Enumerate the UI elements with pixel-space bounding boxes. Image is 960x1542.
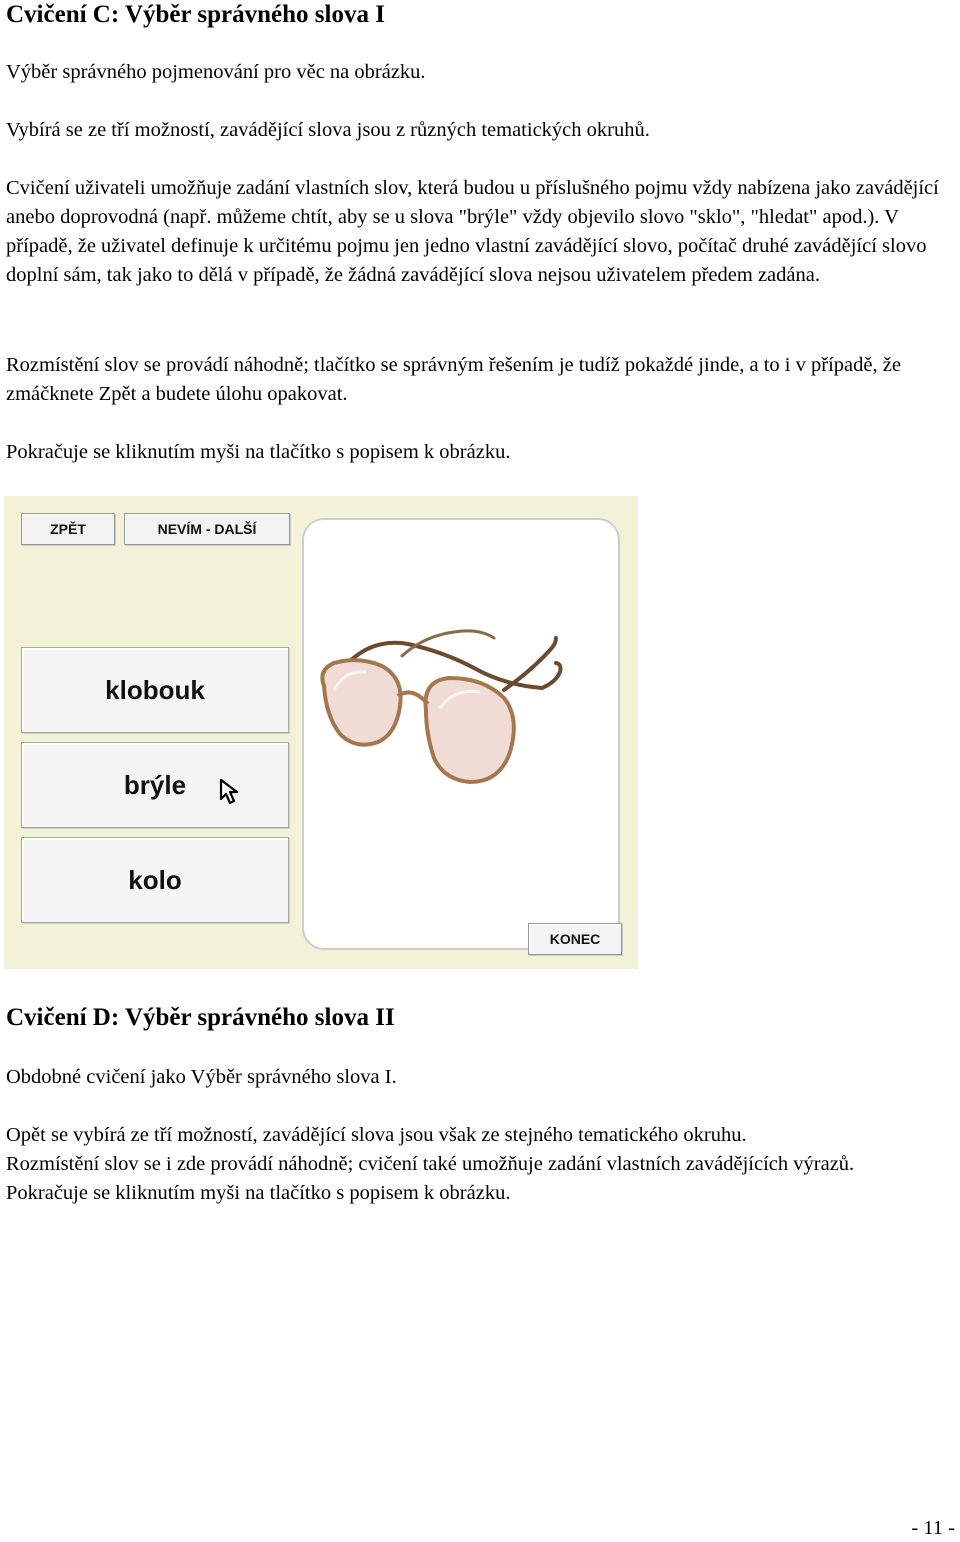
section-d-line-b: Rozmístění slov se i zde provádí náhodně; cvičení také umožňuje zadání vlastních zavádějících výrazů. <box>6 1153 855 1175</box>
option-button-3[interactable]: kolo <box>21 837 289 923</box>
option-label-2: brýle <box>123 769 187 800</box>
option-button-2[interactable] <box>21 742 289 828</box>
section-d-paragraph-1: Obdobné cvičení jako Výběr správného slova I. <box>6 1066 397 1088</box>
section-c-paragraph-3: Cvičení uživateli umožňuje zadání vlastních slov, která budou u příslušného pojmu vždy nabízena jako zavádějící anebo doprovodná (např. můžeme chtít, aby se u slova "brýle" vždy objevilo slovo "sklo", "hledat" apod.). V případě, že uživatel definuje k určitému pojmu jen jedno vlastní zavádějící slovo, počítač druhé zavádějící slovo doplní sám, tak jako to dělá v případě, že žádná zavádějící slova nejsou uživatelem předem zadána. <box>6 177 939 286</box>
end-button[interactable]: KONEC <box>528 923 622 955</box>
mouse-pointer-icon <box>218 778 244 806</box>
exercise-screenshot <box>4 496 638 969</box>
glasses-image <box>304 520 618 948</box>
section-c-paragraph-4: Rozmístění slov se provádí náhodně; tlačítko se správným řešením je tudíž pokaždé jinde, a to i v případě, že zmáčknete Zpět a budete úlohu opakovat. <box>6 354 901 405</box>
back-button[interactable]: ZPĚT <box>21 513 115 545</box>
option-button-1[interactable]: klobouk <box>21 647 289 733</box>
section-c-paragraph-1: Výběr správného pojmenování pro věc na obrázku. <box>6 61 426 83</box>
section-d-paragraph-2 <box>6 1121 956 1208</box>
dont-know-next-button[interactable]: NEVÍM - DALŠÍ <box>124 513 290 545</box>
picture-frame <box>302 518 620 950</box>
section-d-line-a: Opět se vybírá ze tří možností, zavádějící slova jsou však ze stejného tematického okruhu. <box>6 1124 747 1146</box>
section-c-paragraph-5: Pokračuje se kliknutím myši na tlačítko s popisem k obrázku. <box>6 441 511 463</box>
section-c-title: Cvičení C: Výběr správného slova I <box>6 1 385 28</box>
section-d-line-c: Pokračuje se kliknutím myši na tlačítko s popisem k obrázku. <box>6 1182 511 1204</box>
page-number: - 11 - <box>911 1517 955 1539</box>
section-d-title: Cvičení D: Výběr správného slova II <box>6 1004 395 1031</box>
section-c-paragraph-2: Vybírá se ze tří možností, zavádějící slova jsou z různých tematických okruhů. <box>6 119 650 141</box>
